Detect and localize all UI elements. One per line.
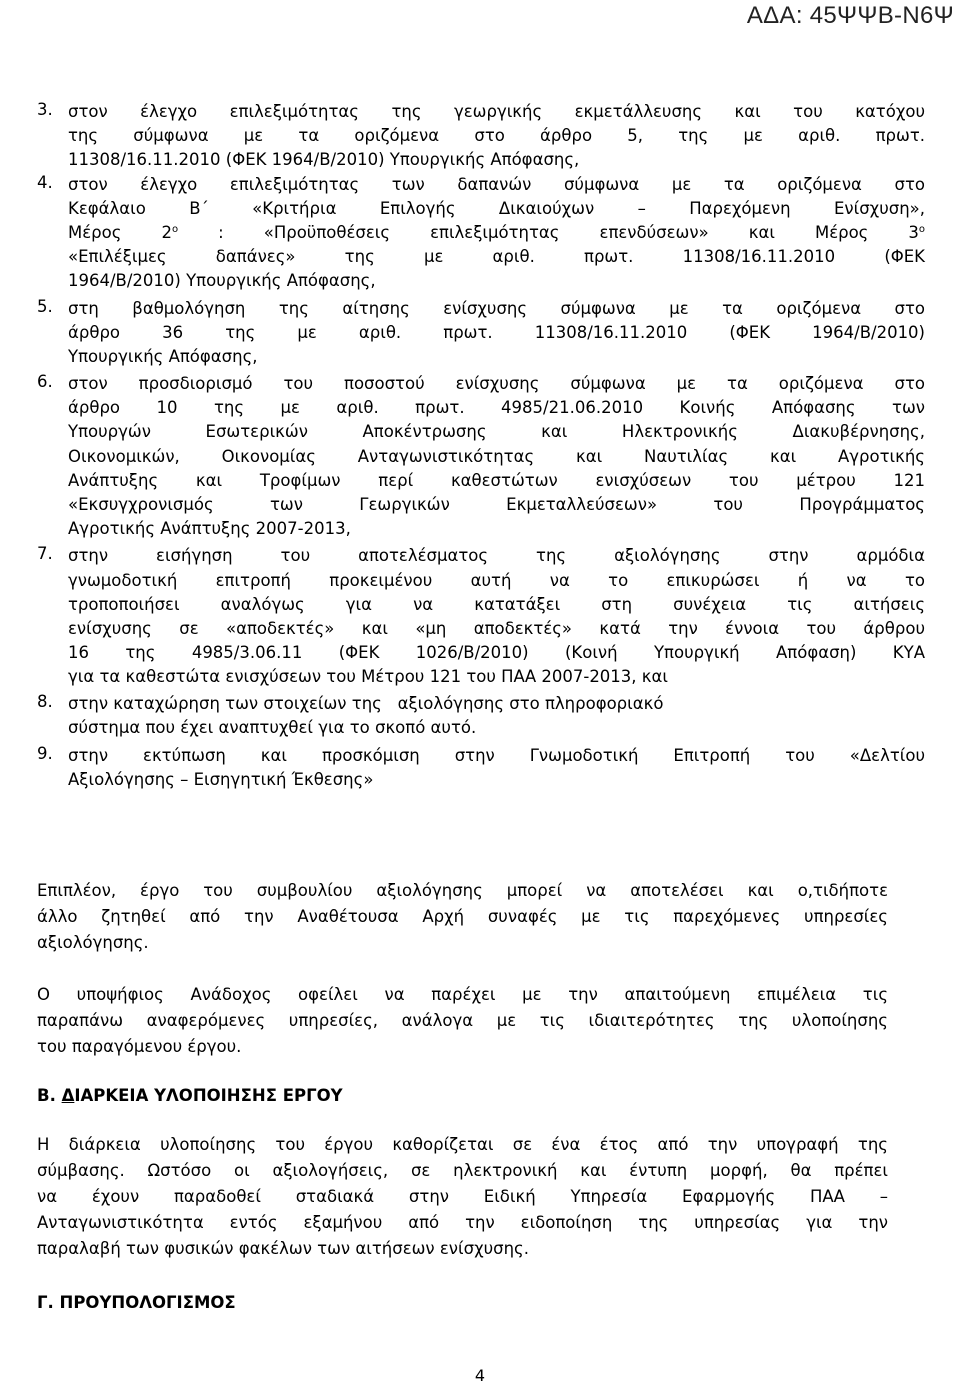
list-item-number: 4. (37, 172, 53, 192)
heading-rest: ΙΑΡΚΕΙΑ ΥΛΟΠΟΙΗΣΗΣ ΕΡΓΟΥ (74, 1086, 343, 1105)
paragraph-line: Επιπλέον, έργο του συμβουλίου αξιολόγησης μπορεί να αποτελέσει και ο,τιδήποτε (37, 881, 888, 900)
paragraph-line: Ανταγωνιστικότητα εντός εξαμήνου από την ειδοποίηση της υπηρεσίας για την (37, 1213, 888, 1232)
list-item-line: στον προσδιορισμό του ποσοστού ενίσχυσης σύμφωνα με τα οριζόμενα στο (68, 374, 925, 394)
list-item (37, 744, 925, 792)
section-heading-duration (37, 1083, 343, 1109)
list-item-number: 6. (37, 372, 53, 392)
list-item-line: Οικονομικών, Οικονομίας Ανταγωνιστικότητας και Ναυτιλίας και Αγροτικής (68, 446, 925, 466)
ada-stamp: ΑΔΑ: 45ΨΨΒ-Ν6Ψ (746, 2, 954, 29)
paragraph-line: Ο υποψήφιος Ανάδοχος οφείλει να παρέχει με την απαιτούμενη επιμέλεια τις (37, 985, 888, 1004)
list-item (37, 544, 925, 689)
list-item-line: Υπουργικής Απόφασης, (68, 346, 258, 366)
heading-prefix: Β. (37, 1086, 62, 1105)
list-item-line: Υπουργών Εσωτερικών Αποκέντρωσης και Ηλεκτρονικής Διακυβέρνησης, (68, 422, 925, 442)
list-item-line: στη βαθμολόγηση της αίτησης ενίσχυσης σύμφωνα με τα οριζόμενα στο (68, 298, 925, 318)
paragraph-additional-work (37, 878, 888, 956)
list-item-number: 9. (37, 743, 53, 763)
list-item-line: στην εκτύπωση και προσκόμιση στην Γνωμοδοτική Επιτροπή του «Δελτίου (68, 745, 925, 765)
list-item-number: 7. (37, 544, 53, 564)
list-item-line: γνωμοδοτική επιτροπή προκειμένου αυτή να το επικυρώσει ή να το (68, 570, 925, 590)
list-item-line: στην εισήγηση του αποτελέσματος της αξιολόγησης στην αρμόδια (68, 546, 925, 566)
list-item (37, 173, 925, 294)
list-item-line: 1964/Β/2010) Υπουργικής Απόφασης, (68, 271, 376, 291)
list-item-line: στην καταχώρηση των στοιχείων της αξιολόγησης στο πληροφοριακό (68, 693, 664, 713)
list-item-line: άρθρο 36 της με αριθ. πρωτ. 11308/16.11.2010 (ΦΕΚ 1964/Β/2010) (68, 322, 925, 342)
list-item-number: 8. (37, 691, 53, 711)
paragraph-line: παραλαβή των φυσικών φακέλων των αιτήσεων ενίσχυσης. (37, 1239, 529, 1258)
paragraph-duration (37, 1132, 888, 1262)
list-item-line: Ανάπτυξης και Τροφίμων περί καθεστώτων ενισχύσεων του μέτρου 121 (68, 470, 925, 490)
heading-underlined-letter: Δ (61, 1086, 75, 1105)
list-item (37, 100, 925, 173)
paragraph-line: Η διάρκεια υλοποίησης του έργου καθορίζεται σε ένα έτος από την υπογραφή της (37, 1135, 888, 1154)
list-item-line: σύστημα που έχει αναπτυχθεί για το σκοπό αυτό. (68, 717, 477, 737)
list-item (37, 297, 925, 370)
list-item-line: 11308/16.11.2010 (ΦΕΚ 1964/Β/2010) Υπουργικής Απόφασης, (68, 150, 580, 170)
paragraph-contractor-duty (37, 982, 888, 1060)
paragraph-line: να έχουν παραδοθεί σταδιακά στην Ειδική Υπηρεσία Εφαρμογής ΠΑΑ – (37, 1187, 888, 1206)
list-item-line: «Εκσυγχρονισμός των Γεωργικών Εκμεταλλεύσεων» του Προγράμματος (68, 495, 925, 514)
paragraph-line: αξιολόγησης. (37, 933, 149, 952)
list-item-number: 3. (37, 100, 53, 119)
list-item-line: Αγροτικής Ανάπτυξης 2007-2013, (68, 519, 351, 539)
list-item-line: στον έλεγχο επιλεξιμότητας της γεωργικής εκμετάλλευσης και του κατόχου (68, 102, 925, 121)
list-item-line: Κεφάλαιο Β΄ «Κριτήρια Επιλογής Δικαιούχων – Παρεχόμενη Ενίσχυση», (68, 198, 925, 218)
list-item-line: Αξιολόγησης – Εισηγητική Έκθεσης» (68, 770, 374, 790)
paragraph-line: σύμβασης. Ωστόσο οι αξιολογήσεις, σε ηλεκτρονική και έντυπη μορφή, θα πρέπει (37, 1161, 888, 1180)
list-item (37, 692, 925, 740)
list-item-line: «Επιλέξιμες δαπάνες» της με αριθ. πρωτ. 11308/16.11.2010 (ΦΕΚ (68, 247, 925, 267)
paragraph-line: άλλο ζητηθεί από την Αναθέτουσα Αρχή συναφές με τις παρεχόμενες υπηρεσίες (37, 907, 888, 926)
list-item-line: της σύμφωνα με τα οριζόμενα στο άρθρο 5, της με αριθ. πρωτ. (68, 126, 925, 146)
list-item-line: άρθρο 10 της με αριθ. πρωτ. 4985/21.06.2010 Κοινής Απόφασης των (68, 398, 925, 418)
list-item-line: τροποποιήσει αναλόγως για να κατατάξει στη συνέχεια τις αιτήσεις (68, 594, 925, 614)
numbered-list (37, 100, 925, 792)
paragraph-line: του παραγόμενου έργου. (37, 1037, 242, 1056)
list-item-line: ενίσχυσης σε «αποδεκτές» και «μη αποδεκτές» κατά την έννοια του άρθρου (68, 618, 925, 638)
page-number: 4 (474, 1366, 486, 1385)
list-item-line: Μέρος $2^o$ : «Προϋποθέσεις επιλεξιμότητας επενδύσεων» και Μέρος $3^o$ (68, 222, 926, 242)
list-item-line: 16 της 4985/3.06.11 (ΦΕΚ 1026/Β/2010) (Κοινή Υπουργική Απόφαση) ΚΥΑ (68, 643, 925, 663)
list-item-line: για τα καθεστώτα ενισχύσεων του Μέτρου 121 του ΠΑΑ 2007-2013, και (68, 667, 668, 687)
paragraph-line: παραπάνω αναφερόμενες υπηρεσίες, ανάλογα με τις ιδιαιτερότητες της υλοποίησης (37, 1011, 888, 1030)
list-item (37, 372, 925, 541)
section-heading-budget: Γ. ΠΡΟΥΠΟΛΟΓΙΣΜΟΣ (37, 1293, 236, 1312)
list-item-number: 5. (37, 296, 53, 316)
list-item-line: στον έλεγχο επιλεξιμότητας των δαπανών σύμφωνα με τα οριζόμενα στο (68, 174, 925, 194)
